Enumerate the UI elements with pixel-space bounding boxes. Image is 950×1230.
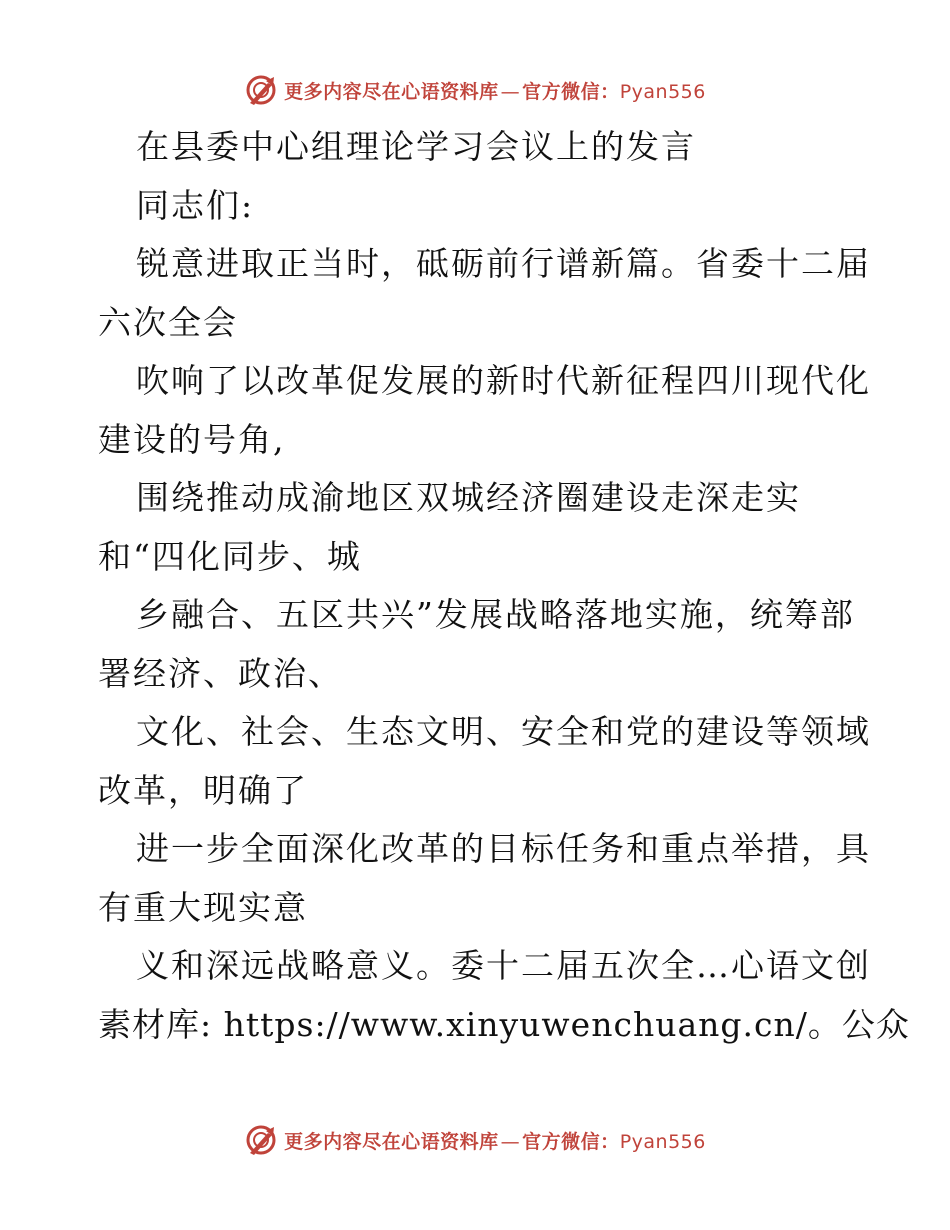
text-line: 乡融合、五区共兴”发展战略落地实施，统筹部 <box>136 595 855 634</box>
text-line: 吹响了以改革促发展的新时代新征程四川现代化 <box>136 361 871 400</box>
watermark-separator: — <box>500 80 521 103</box>
text-line: 六次全会 <box>98 302 238 342</box>
document-body <box>98 118 910 1054</box>
text-line: 有重大现实意 <box>98 887 308 927</box>
watermark-text <box>284 1127 706 1154</box>
watermark-label: 官方微信： <box>522 1130 620 1153</box>
document-title: 在县委中心组理论学习会议上的发言 <box>136 127 696 166</box>
text-line: 锐意进取正当时，砥砺前行谱新篇。省委十二届 <box>136 244 871 283</box>
watermark-header <box>0 72 950 108</box>
watermark-main: 更多内容尽在心语资料库 <box>284 1130 499 1153</box>
text-line: 和“四化同步、城 <box>98 536 362 576</box>
text-line: 围绕推动成渝地区双城经济圈建设走深走实 <box>136 478 801 517</box>
text-line: 义和深远战略意义。委十二届五次全…心语文创 <box>136 946 871 985</box>
text-line-with-url: 素材库: https://www.xinyuwenchuang.cn/。公众 <box>98 1004 910 1044</box>
pen-logo-icon <box>244 73 278 107</box>
watermark-separator: — <box>500 1130 521 1153</box>
watermark-label: 官方微信： <box>522 80 620 103</box>
text-line: 进一步全面深化改革的目标任务和重点举措，具 <box>136 829 871 868</box>
watermark-footer <box>0 1122 950 1158</box>
watermark-text <box>284 77 706 104</box>
text-line: 建设的号角, <box>98 419 286 459</box>
watermark-handle: Pyan556 <box>619 1130 706 1153</box>
text-line: 署经济、政治、 <box>98 653 343 693</box>
pen-logo-icon <box>244 1123 278 1157</box>
text-line: 文化、社会、生态文明、安全和党的建设等领域 <box>136 712 871 751</box>
text-line: 改革，明确了 <box>98 770 308 810</box>
watermark-handle: Pyan556 <box>619 80 706 103</box>
salutation: 同志们: <box>136 185 255 225</box>
watermark-main: 更多内容尽在心语资料库 <box>284 80 499 103</box>
